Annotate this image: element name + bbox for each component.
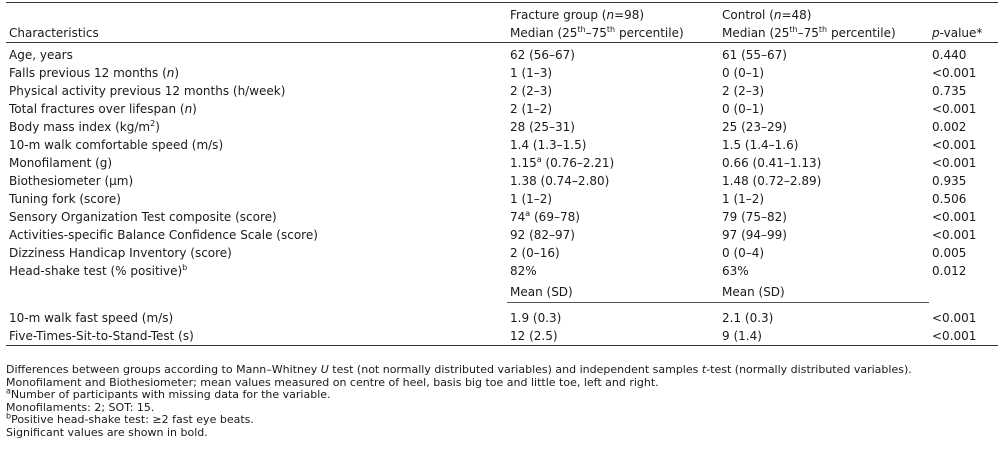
- row-label: Sensory Organization Test composite (score): [9, 210, 277, 224]
- control-value: 1.48 (0.72–2.89): [722, 174, 822, 188]
- median-rows: [6, 43, 998, 281]
- fracture-value: 2 (2–3): [510, 84, 553, 98]
- footnote-bold: Significant values are shown in bold.: [6, 425, 208, 439]
- fracture-median-header: Median (25th–75th percentile): [507, 24, 719, 43]
- p-value: <0.001: [932, 66, 977, 80]
- control-median-header: Median (25th–75th percentile): [719, 24, 929, 43]
- table-row: [6, 190, 998, 208]
- control-value: 63%: [722, 264, 749, 278]
- control-value: 0.66 (0.41–1.13): [722, 156, 822, 170]
- p-value: 0.935: [932, 174, 967, 188]
- p-value: 0.440: [932, 48, 967, 62]
- control-value: 97 (94–99): [722, 228, 787, 242]
- p-value: <0.001: [932, 102, 977, 116]
- results-table: [6, 2, 998, 346]
- table-row: [6, 100, 998, 118]
- footnote-missing: Monofilaments: 2; SOT: 15.: [6, 400, 155, 414]
- mean-header-row: [6, 280, 998, 303]
- p-value: 0.506: [932, 192, 967, 206]
- table-row: [6, 309, 998, 327]
- table-row: [6, 136, 998, 154]
- control-value: 1 (1–2): [722, 192, 765, 206]
- table-row: [6, 82, 998, 100]
- table-row: [6, 64, 998, 82]
- characteristics-header: Characteristics: [6, 24, 507, 43]
- control-value: 2 (2–3): [722, 84, 765, 98]
- table-row: [6, 43, 998, 65]
- control-value: 61 (55–67): [722, 48, 787, 62]
- p-value: <0.001: [932, 311, 977, 325]
- mean-rows: [6, 309, 998, 346]
- row-label: Tuning fork (score): [9, 192, 121, 206]
- p-value: <0.001: [932, 138, 977, 152]
- row-label: Total fractures over lifespan (n): [9, 102, 197, 116]
- p-value: 0.005: [932, 246, 967, 260]
- fracture-value: 82%: [510, 264, 537, 278]
- fracture-value: 12 (2.5): [507, 327, 719, 346]
- fracture-value: 1.4 (1.3–1.5): [510, 138, 587, 152]
- fracture-value: 92 (82–97): [510, 228, 575, 242]
- fracture-value: 2 (0–16): [510, 246, 560, 260]
- table-row: [6, 208, 998, 226]
- fracture-value: 1.38 (0.74–2.80): [510, 174, 610, 188]
- p-value-header: p-value*: [929, 24, 998, 43]
- control-value: 25 (23–29): [722, 120, 787, 134]
- fracture-value: 1.9 (0.3): [510, 311, 562, 325]
- p-value: 0.735: [932, 84, 967, 98]
- control-value: 2.1 (0.3): [722, 311, 774, 325]
- p-value: 0.012: [932, 264, 967, 278]
- row-label: Activities-specific Balance Confidence Scale (score): [9, 228, 318, 242]
- control-value: 0 (0–4): [722, 246, 765, 260]
- mean-section: [6, 280, 998, 309]
- table-row: [6, 172, 998, 190]
- row-label: Age, years: [9, 48, 73, 62]
- fracture-value: 1 (1–2): [510, 192, 553, 206]
- table-row: [6, 262, 998, 280]
- fracture-value: 1 (1–3): [510, 66, 553, 80]
- fracture-group-header: Fracture group (n=98): [510, 8, 645, 22]
- fracture-mean-header: Mean (SD): [507, 280, 719, 303]
- row-label: 10-m walk fast speed (m/s): [9, 311, 174, 325]
- fracture-value: 62 (56–67): [510, 48, 575, 62]
- footnote-a: $^a$Number of participants with missing data for the variable.: [6, 386, 331, 402]
- footnote-tests: Differences between groups according to Mann–Whitney U test (not normally distributed variables) and independent samples t-test (normally distributed variables).: [6, 363, 912, 376]
- p-value: <0.001: [932, 228, 977, 242]
- table-row: [6, 154, 998, 172]
- row-label: Head-shake test (% positive)$^b$: [9, 263, 188, 278]
- p-value: 0.002: [932, 120, 967, 134]
- row-label: Physical activity previous 12 months (h/week): [9, 84, 286, 98]
- control-group-header: Control (n=48): [722, 8, 812, 22]
- row-label: 10-m walk comfortable speed (m/s): [9, 138, 224, 152]
- p-value: <0.001: [932, 156, 977, 170]
- control-value: 0 (0–1): [722, 102, 765, 116]
- fracture-value: 28 (25–31): [510, 120, 575, 134]
- control-value: 79 (75–82): [722, 210, 787, 224]
- p-value: <0.001: [932, 210, 977, 224]
- control-value: 0 (0–1): [722, 66, 765, 80]
- table-footnotes: [6, 364, 996, 440]
- control-value: 9 (1.4): [719, 327, 929, 346]
- fracture-value: 74$^a$ (69–78): [510, 209, 580, 224]
- table-row: [6, 118, 998, 136]
- row-label: Monofilament (g): [9, 156, 113, 170]
- fracture-value: 2 (1–2): [510, 102, 553, 116]
- footnote-b: $^b$Positive head-shake test: ≥2 fast eye beats.: [6, 411, 254, 427]
- control-mean-header: Mean (SD): [719, 280, 929, 303]
- table-row: [6, 244, 998, 262]
- table-row: [6, 327, 998, 346]
- footnote-measurement: Monofilament and Biothesiometer; mean values measured on centre of heel, basis big toe and little toe, left and right.: [6, 375, 659, 389]
- p-value: <0.001: [929, 327, 998, 346]
- row-label: Biothesiometer (µm): [9, 174, 134, 188]
- table-row: [6, 226, 998, 244]
- row-label: Five-Times-Sit-to-Stand-Test (s): [6, 327, 507, 346]
- row-label: Dizziness Handicap Inventory (score): [9, 246, 232, 260]
- fracture-value: 1.15$^a$ (0.76–2.21): [510, 155, 615, 170]
- row-label: Falls previous 12 months (n): [9, 66, 180, 80]
- row-label: Body mass index $(kg/m^2)$: [9, 119, 160, 134]
- control-value: 1.5 (1.4–1.6): [722, 138, 799, 152]
